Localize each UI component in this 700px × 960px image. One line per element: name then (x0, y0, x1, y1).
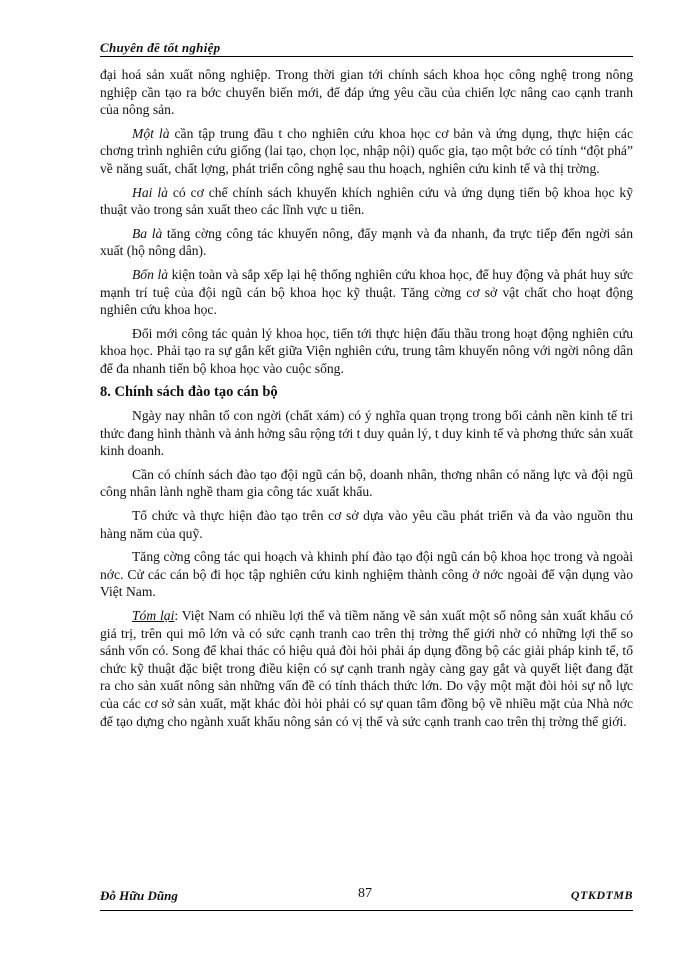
paragraph (100, 125, 633, 178)
paragraph (100, 607, 633, 730)
footer-code: QTKDTMB (570, 888, 633, 902)
paragraph-text: cần tập trung đầu t cho nghiên cứu khoa học cơ bản và ứng dụng, thực hiện các chơng trình nghiên cứu giống (lai tạo, chọn lọc, nhập nội) quốc gia, tạo một bớc có tính “đột phá” về năng suất, chất lợng, phát triển công nghệ sau thu hoạch, nghiên cứu kinh tế và thị trờng. (100, 125, 633, 176)
paragraph (100, 184, 633, 219)
paragraph: Tăng cờng công tác qui hoạch và khinh phí đào tạo đội ngũ cán bộ khoa học trong và ngoài nớc. Cử các cán bộ đi học tập nghiên cứu kinh nghiệm thành công ở nớc ngoài để vận dụng vào Việt Nam. (100, 549, 633, 600)
section-heading: 8. Chính sách đào tạo cán bộ (100, 383, 278, 400)
footer-divider (100, 910, 633, 911)
paragraph-lead: Tóm lại (132, 608, 175, 624)
page-footer (100, 886, 633, 908)
paragraph-text: kiện toàn và sắp xếp lại hệ thống nghiên cứu khoa học, để huy động và phát huy sức mạnh trí tuệ của đội ngũ cán bộ khoa học kỹ thuật. Tăng cờng cơ sở vật chất cho hoạt động nghiên cứu khoa học. (100, 266, 633, 318)
paragraph-text: tăng cờng công tác khuyến nông, đẩy mạnh và đa nhanh, đa trực tiếp đến ngời sản xuất (hộ nông dân). (100, 225, 633, 259)
paragraph (100, 266, 633, 319)
page-header-title: Chuyên đề tốt nghiệp (100, 40, 221, 55)
document-body (100, 66, 633, 736)
paragraph: Đổi mới công tác quản lý khoa học, tiến tới thực hiện đấu thầu trong hoạt động nghiên cứu khoa học. Phải tạo ra sự gắn kết giữa Viện nghiên cứu, trung tâm khuyến nông với ngời nông dân để đa nhanh tiến bộ khoa học vào cuộc sống. (100, 325, 633, 376)
paragraph-lead: Một là (132, 125, 170, 141)
paragraph: Tổ chức và thực hiện đào tạo trên cơ sở dựa vào yêu cầu phát triển và đa vào nguồn thu hàng năm của quỹ. (100, 508, 633, 541)
paragraph-lead: Ba là (132, 225, 163, 241)
footer-author: Đỗ Hữu Dũng (100, 888, 178, 903)
page-number: 87 (358, 886, 372, 901)
paragraph (100, 225, 633, 260)
paragraph-lead: Hai là (132, 184, 168, 200)
paragraph-text: có cơ chế chính sách khuyến khích nghiên cứu và ứng dụng tiến bộ khoa học kỹ thuật vào trong sản xuất theo các lĩnh vực u tiên. (100, 184, 633, 218)
paragraph-lead: Bốn là (132, 266, 169, 282)
paragraph: Ngày nay nhân tố con ngời (chất xám) có ý nghĩa quan trọng trong bối cảnh nền kinh tế tri thức đang hình thành và ảnh hởng sâu rộng tới t duy quản lý, t duy kinh tế và phơng thức sản xuất kinh doanh. (100, 408, 633, 459)
paragraph: đại hoá sản xuất nông nghiệp. Trong thời gian tới chính sách khoa học công nghệ trong nông nghiệp cần tạo ra bớc chuyển biến mới, để đáp ứng yêu cầu của chiến lợc nâng cao cạnh tranh của nông sản. (100, 67, 633, 118)
paragraph: Cần có chính sách đào tạo đội ngũ cán bộ, doanh nhân, thơng nhân có năng lực và đội ngũ công nhân lành nghề tham gia công tác xuất khẩu. (100, 466, 633, 500)
header-divider (100, 56, 633, 57)
paragraph-text: : Việt Nam có nhiều lợi thế và tiềm năng về sản xuất một số nông sản xuất khẩu có giá trị, trên qui mô lớn và có sức cạnh tranh cao trên thị trờng thế giới nhờ có những lợi thế so sánh vốn có. Song để khai thác có hiệu quả đòi hỏi phải áp dụng đồng bộ các giải pháp kinh tế, tổ chức kỹ thuật đặc biệt trong điều kiện có sự cạnh tranh ngày càng gay gắt và quyết liệt đang đặt ra cho sản xuất nông sản những vấn đề có tính thách thức lớn. Do vậy một mặt đòi hỏi sự nỗ lực của các cơ sở sản xuất, mặt khác đòi hỏi phải có sự quan tâm đồng bộ về nhiều mặt của Nhà nớc để tạo dựng cho ngành xuất khẩu nông sản có vị thế và sức cạnh tranh cao trên thị trờng thế giới. (100, 608, 633, 729)
